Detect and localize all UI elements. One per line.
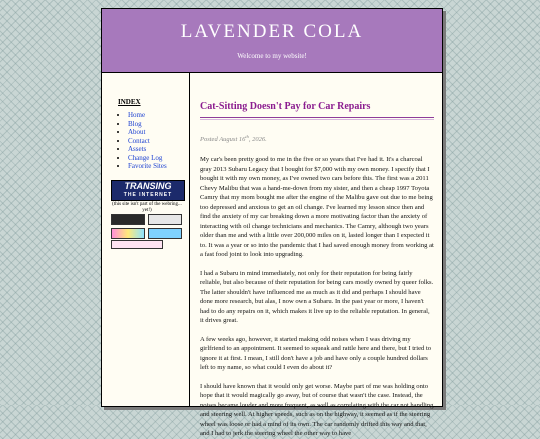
site-subtitle: Welcome to my website! [237, 52, 307, 60]
post-title: Cat-Sitting Doesn't Pay for Car Repairs [200, 101, 371, 112]
nav-item-favorite-sites [128, 162, 189, 171]
main-content [200, 73, 434, 438]
nav-link-blog[interactable]: Blog [128, 119, 142, 128]
title-divider [200, 117, 434, 120]
nav-item-blog [128, 120, 189, 129]
mini-badge-button[interactable] [111, 240, 163, 249]
nav-link-home[interactable]: Home [128, 111, 146, 119]
post-date-year: , 2026. [248, 136, 267, 144]
transing-main-text: TRANSING [124, 181, 172, 191]
nav-link-change-log[interactable]: Change Log [128, 153, 163, 162]
post-paragraph: My car's been pretty good to me in the five or so years that I've had it. It's a charcoal gray 2013 Subaru Legacy that I bought for $7,000 with my own money. I specify that I bought it with my own money, as I've owned two cars before this. The first was a 2011 Chevy Malibu that was a hand-me-down from my sister, and then a cheap 1997 Toyota Camry that my mom bought me after the engine of the Malibu gave out due to me being too depressed and anxious to get an oil change. I've learned my lesson since then and find the anxiety of my car breaking down a more motivating factor than the anxiety of interacting with oil change technicians and mechanics. The Camry, although two years older than me and with a little over 200,000 miles on it, lasted longer than I expected it to. It was a year or so into the pandemic that I had saved enough money from working at a fast food joint to look into upgrading. [200, 156, 434, 259]
post-paragraph: I had a Subaru in mind immediately, not only for their reputation for being fairly reliable, but also because of their reputation for being cars mostly owned by queer folks. The latter shouldn't have influenced me as much as it did and perhaps I should have done more research, but alas, I now own a Subaru. In the past year or more, I haven't had to do any repairs on it, which makes it live up to the reliable reputation. In general, it drives great. [200, 269, 434, 325]
transing-webring-button[interactable] [111, 180, 185, 201]
post-paragraph: I should have known that it would only get worse. Maybe part of me was holding onto hope that it would magically go away, but of course that wasn't the case. Instead, the noises became louder and more frequent, as well as correlating with the car not handling and steering well. At higher speeds, such as on the highway, it seemed as if the steering wheel was loose or had a mind of its own. The car randomly drifted this way and that, and I had to jerk the steering wheel the other way to have [200, 382, 434, 438]
post-date-suffix-ordinal: th [245, 134, 249, 139]
transing-caption: (this site isn't part of the webring... yet!) [112, 202, 182, 213]
mini-badge-button[interactable] [148, 228, 182, 239]
nav-link-assets[interactable]: Assets [128, 145, 147, 153]
index-heading: INDEX [118, 98, 141, 106]
nav-link-contact[interactable]: Contact [128, 136, 150, 145]
nav-item-contact [128, 137, 189, 146]
nav-link-about[interactable]: About [128, 128, 146, 136]
nav-item-home [128, 111, 189, 120]
mini-badge-button[interactable] [111, 228, 145, 239]
site-header [102, 9, 442, 73]
post-body [200, 155, 434, 439]
transing-sub-text: THE INTERNET [123, 192, 173, 198]
page-container [101, 8, 443, 438]
mini-badge-button[interactable] [148, 214, 182, 225]
nav-link-favorite-sites[interactable]: Favorite Sites [128, 162, 167, 170]
nav-list [102, 111, 189, 171]
site-title: LAVENDER COLA [180, 21, 364, 42]
post-date-prefix: Posted August 16 [200, 136, 246, 144]
mini-badge-button[interactable] [111, 214, 145, 225]
nav-item-about [128, 128, 189, 137]
nav-item-assets [128, 145, 189, 154]
post-date [200, 134, 434, 143]
nav-item-change-log [128, 154, 189, 163]
sidebar [102, 73, 190, 406]
post-paragraph: A few weeks ago, however, it started making odd noises when I was driving my girlfriend to an appointment. It seemed to squeak and rattle here and there, but I tried to ignore it at first. I mean, I still don't have a job and have only a couple hundred dollars left to my name, so what could I even do about it? [200, 335, 432, 372]
